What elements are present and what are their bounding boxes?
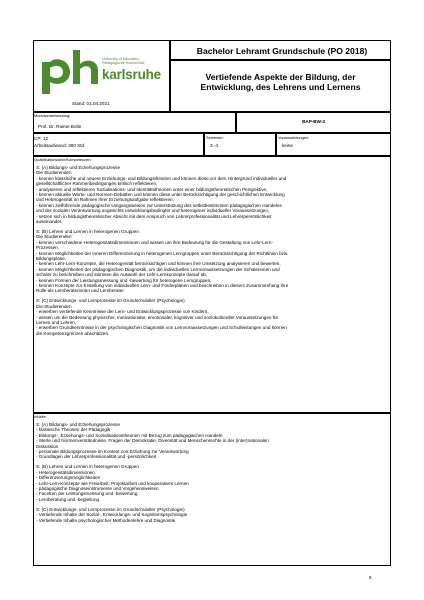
module-title-line-2: Entwicklung, des Lehrens und Lernens: [200, 81, 361, 92]
voraussetzungen-label: Voraussetzungen:: [278, 135, 310, 140]
qualifikationsziele-line: Lernen und Lehren,: [36, 319, 77, 325]
modulverantwortung-label: Modulverantwortung:: [34, 113, 71, 118]
semester-value: 3.-4.: [210, 143, 220, 148]
qualifikationsziele-line: - kennen aktuelle Werte- und Normen-Debatten und können diese unter Berücksichtigung der geschichtlichen Entwicklung: [36, 192, 285, 198]
inhalte-line: - Lehr-Lern-Konzepte wie Freiarbeit, Projektarbeit und kooperatives Lernen: [36, 480, 189, 486]
qualifikationsziele-line: Die Studierenden: [36, 234, 72, 240]
university-line-2: Pädagogische Hochschule: [102, 61, 145, 66]
qualifikationsziele-line: - erwerben Grundkenntnisse in der psychologischen Diagnostik von Lernvoraussetzungen und Schulleistungen und können: [36, 325, 287, 331]
module-code: BAP-BW-3: [302, 119, 325, 124]
module-title-line-1: Vertiefende Aspekte der Bildung, der: [205, 72, 356, 82]
qualifikationsziele-line: Rolle als Lernberaterinnen und Lernberater.: [36, 288, 125, 294]
page-number: 8: [369, 575, 372, 580]
qualifikationsziele-line: gesellschaftlicher Rahmenbedingungen kritisch reflektieren,: [36, 181, 158, 187]
qualifikationsziele-line: S: (B) Lehren und Lernen in heterogenen Gruppen: [36, 228, 139, 234]
inhalte-paragraph: [36, 464, 389, 502]
qualifikationsziele-line: - kennen verschiedene Heterogenitätsdimensionen und wissen um ihre Bedeutung für die Gestaltung von Lehr-Lern-: [36, 239, 273, 245]
qualifikationsziele-line: Die Studierenden: [36, 170, 72, 176]
inhalte-line: - personale Bildungsprozesse im Kontext von Erziehung zur Verantwortung: [36, 449, 189, 455]
qualifikationsziele-line: S: (C) Entwicklungs- und Lernprozesse im Grundschulalter (Psychologie): [36, 298, 185, 304]
inhalte-paragraph: [36, 422, 389, 460]
stand-date: Stand: 01.04.2021: [72, 101, 110, 106]
qualifikationsziele-line: Bildungspläne,: [36, 256, 67, 261]
qualifikationsziele-line: - kennen klassische und neuere Erziehungs- und Bildungstheorien und können diese vor dem Hintergrund individueller und: [36, 175, 287, 181]
qualifikationsziele-line: - kennen zielführende pädagogische Umgangsweisen zur Unterstützung des selbstbestimmten pädagogischen Handelns: [36, 202, 282, 208]
inhalte-line: - Heterogenitätsdimensionen: [36, 469, 95, 475]
inhalte-line: - Vertiefende Inhalte der Sozial-, Entwicklungs- und Kognitionspsychologie: [36, 512, 188, 518]
qualifikationsziele-line: S: (A) Bildungs- und Erziehungsprozesse: [36, 165, 121, 170]
semester-label: Semester:: [206, 135, 224, 140]
university-name: [102, 57, 170, 65]
qualifikationsziele-line: - wissen um die Bedeutung physischer, motivationaler, emotionaler, kognitiver und soziokultureller Voraussetzungen für: [36, 314, 279, 320]
qualifikationsziele-paragraph: [36, 165, 389, 224]
qualifikationsziele-line: und Heterogenität im Rahmen ihrer Erziehungsaufgabe reflektieren,: [36, 197, 174, 203]
qualifikationsziele-line: - erwerben vertiefende Kenntnisse der Lern- und Entwicklungsprozesse von Kindern,: [36, 309, 209, 315]
qualifikationsziele-line: und der sozialen Verantwortung angesichts entwicklungsbedingter und heterogener individueller Voraussetzungen,: [36, 208, 270, 214]
inhalte-label: Inhalte:: [34, 414, 47, 419]
inhalte-content: [36, 422, 389, 527]
qualifikationsziele-paragraph: [36, 298, 389, 336]
qualifikationsziele-line: - kennen Lehr-Lern-Konzepte, die Heterogenität berücksichtigen und können ihre Umsetzung analysieren und bewerten,: [36, 261, 281, 267]
cp-value: CP: 12: [34, 136, 49, 141]
inhalte-line: - Grundlagen der Lehrerprofessionalität und -persönlichkeit: [36, 454, 157, 460]
inhalte-line: - Werte und Normenverständnisse, Fragen der Demokratie, Diversität und Menschenrechte in der (inter)nationalen: [36, 438, 269, 444]
arbeitsaufwand-value: Arbeitsaufwand: 360 Std.: [34, 143, 86, 148]
inhalte-line: - pädagogische Diagnoseinstrumente und Vorgehensweisen: [36, 485, 159, 491]
qualifikationsziele-line: - kennen Formen der Leistungsmessung und -bewertung für heterogene Lerngruppen,: [36, 277, 212, 283]
module-title: [174, 73, 387, 93]
qualifikationsziele-line: - kennen Konzepte zur Erstellung von individuellen Lern- und Förderplänen und beschreiben in diesem Zusammenhang ihre: [36, 283, 289, 289]
inhalte-line: - Lernberatung und -begleitung.: [36, 496, 101, 502]
modulverantwortung-value: Prof. Dr. Rainer Bolle: [38, 124, 82, 129]
inhalte-line: - Vertiefende Inhalte psychologischer Methodenlehre und Diagnostik: [36, 517, 175, 523]
qualifikationsziele-line: - setzen sich in bildungstheoretischer Absicht mit dem Anspruch von Lehrerprofessionalität und Lehrerpersönlichkeit: [36, 213, 272, 219]
inhalte-paragraph: [36, 507, 389, 523]
qualifikationsziele-content: [36, 165, 389, 341]
city-wordmark: karlsruhe: [102, 67, 161, 82]
qualifikationsziele-line: Prozessen,: [36, 245, 59, 251]
inhalte-line: S: (B) Lehren und Lernen in heterogenen Gruppen: [36, 464, 139, 470]
inhalte-line: S: (C) Entwicklungs- und Lernprozesse im Grundschulalter (Psychologie): [36, 506, 185, 512]
inhalte-line: - Bildungs-, Erziehungs- und Sozialisationstheorien mit Bezug zum pädagogischen Handeln: [36, 432, 223, 438]
qualifikationsziele-paragraph: [36, 229, 389, 294]
inhalte-line: Diskussion: [36, 443, 59, 449]
qualifikationsziele-label: Qualifikationsziele/Kompetenzen:: [34, 157, 92, 162]
qualifikationsziele-line: Die Studierenden: [36, 303, 72, 309]
program-title: Bachelor Lehramt Grundschule (PO 2018): [196, 46, 368, 56]
qualifikationsziele-line: - analysieren und reflektieren Sozialisations- und Identitätstheorien unter einer bildungstheoretischen Perspektive,: [36, 186, 268, 192]
qualifikationsziele-line: auseinander.: [36, 219, 63, 225]
inhalte-line: - klassische Theorien der Pädagogik: [36, 427, 111, 433]
inhalte-line: - Differenzierungsmöglichkeiten: [36, 475, 101, 481]
university-line-1: University of Education: [102, 57, 139, 61]
qualifikationsziele-line: Schüler zu beschreiben und stimmen die Auswahl der Lehr-Lernkonzepte darauf ab,: [36, 272, 208, 278]
inhalte-line: - Facetten der Leistungsmessung und -bewertung: [36, 491, 138, 497]
voraussetzungen-value: keine: [282, 143, 293, 148]
qualifikationsziele-line: die Kompetenzgrenzen abschätzen.: [36, 330, 110, 336]
qualifikationsziele-line: - kennen Möglichkeiten der inneren Differenzierung in heterogenen Lerngruppen unter Berücksichtigung der Richtlinien bzw.: [36, 250, 289, 256]
qualifikationsziele-line: - kennen Möglichkeiten der pädagogischen Diagnostik, um die individuellen Lernvoraussetzungen der Schülerinnen und: [36, 266, 280, 272]
inhalte-line: S: (A) Bildungs- und Erziehungsprozesse: [36, 422, 121, 427]
